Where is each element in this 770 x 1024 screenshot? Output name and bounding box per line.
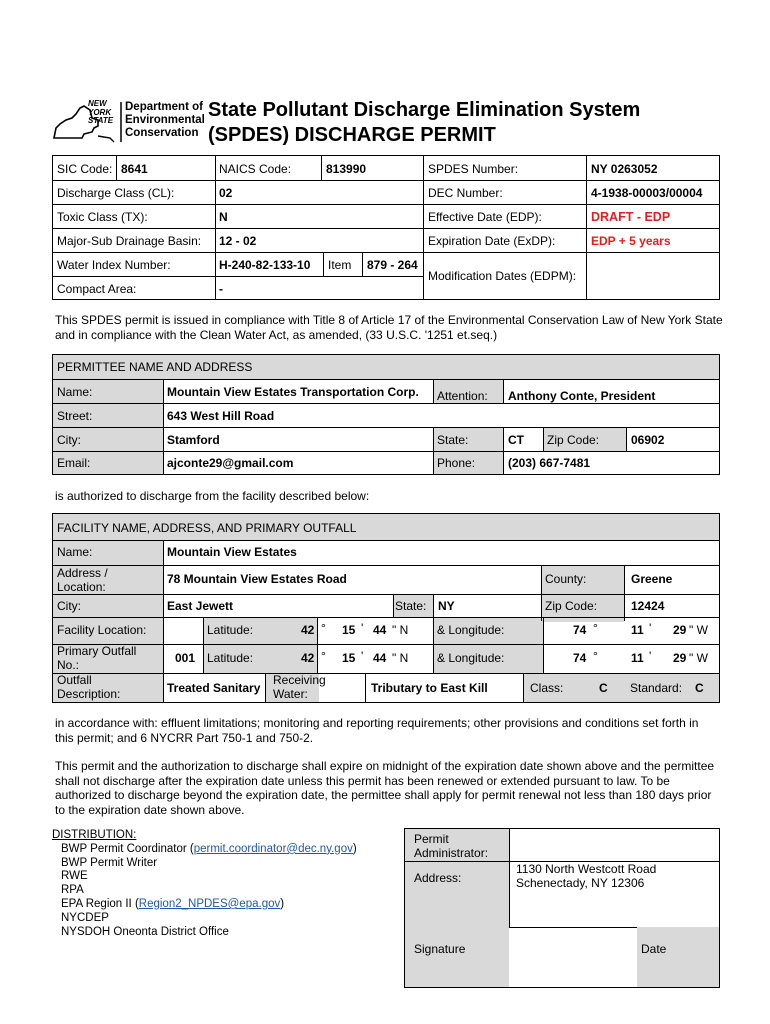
permit-info-table	[52, 155, 720, 300]
permittee-zip-value: 06902	[631, 433, 665, 447]
toxic-class-value: N	[219, 210, 228, 224]
accordance-paragraph: in accordance with: effluent limitations; monitoring and reporting requirements; other provisions and conditions set forth in this permit; and 6 NYCRR Part 750-1 and 750-2.	[55, 716, 699, 745]
discharge-class-label: Discharge Class (CL):	[57, 186, 175, 200]
facility-county-label: County:	[545, 572, 587, 586]
logo-department-text: Department of Environmental Conservation	[125, 101, 205, 139]
list-item: RWE	[61, 870, 88, 883]
list-item: RPA	[61, 884, 84, 897]
permittee-name-label: Name:	[57, 385, 93, 399]
degree-symbol: °	[321, 649, 326, 663]
toxic-class-label: Toxic Class (TX):	[57, 210, 148, 224]
administrator-address-label: Address:	[414, 871, 462, 885]
primary-outfall-label: Primary Outfall No.:	[57, 644, 137, 672]
permittee-phone-value: (203) 667-7481	[508, 456, 591, 470]
outfall-description-label: Outfall Description:	[57, 673, 121, 701]
facility-table	[52, 513, 720, 703]
drainage-basin-label: Major-Sub Drainage Basin:	[57, 234, 202, 248]
facility-name-label: Name:	[57, 545, 93, 559]
expiration-date-value: EDP + 5 years	[591, 234, 671, 248]
attention-label: Attention:	[437, 389, 488, 403]
permittee-zip-label: Zip Code:	[547, 433, 600, 447]
title-line-2: (SPDES) DISCHARGE PERMIT	[208, 124, 496, 146]
item-label: Item	[328, 258, 352, 272]
page-title	[208, 98, 640, 148]
authorized-text: is authorized to discharge from the facility described below:	[55, 489, 370, 503]
list-item: NYSDOH Oneonta District Office	[61, 925, 229, 938]
naics-value: 813990	[326, 162, 367, 176]
degree-symbol: °	[593, 649, 598, 663]
primary-outfall-number: 001	[175, 651, 196, 665]
west-symbol: " W	[689, 651, 708, 665]
dec-logo	[52, 98, 205, 146]
permittee-city-label: City:	[57, 433, 81, 447]
modification-dates-label: Modification Dates (EDPM):	[428, 269, 577, 283]
dec-number-value: 4-1938-00003/00004	[591, 186, 703, 200]
dec-number-label: DEC Number:	[428, 186, 503, 200]
facility-heading: FACILITY NAME, ADDRESS, AND PRIMARY OUTFALL	[57, 521, 357, 535]
outfall-latitude-degrees: 42	[301, 651, 315, 665]
permittee-heading: PERMITTEE NAME AND ADDRESS	[57, 360, 253, 374]
naics-label: NAICS Code:	[219, 162, 292, 176]
outfall-longitude-seconds: 29	[673, 651, 687, 665]
facility-name-value: Mountain View Estates	[167, 545, 297, 559]
degree-symbol: °	[321, 621, 326, 635]
outfall-description-value: Treated Sanitary	[167, 681, 261, 695]
outfall-longitude-minutes: 11	[631, 651, 644, 665]
standard-value: C	[695, 681, 704, 695]
title-line-1: State Pollutant Discharge Elimination System	[208, 99, 641, 121]
permittee-table	[52, 354, 720, 475]
minute-symbol: '	[649, 621, 652, 635]
degree-symbol: °	[593, 621, 598, 635]
longitude-degrees: 74	[573, 623, 587, 637]
list-item: BWP Permit Writer	[61, 856, 158, 869]
longitude-seconds: 29	[673, 623, 687, 637]
epa-region-email-link[interactable]: Region2_NPDES@epa.gov	[138, 897, 281, 910]
permittee-state-label: State:	[437, 433, 469, 447]
outfall-latitude-label: Latitude:	[207, 651, 254, 665]
west-symbol: " W	[689, 623, 708, 637]
spdes-value: NY 0263052	[591, 162, 658, 176]
permittee-email-label: Email:	[57, 456, 91, 470]
latitude-label: Latitude:	[207, 623, 254, 637]
distribution-list	[52, 829, 357, 939]
latitude-minutes: 15	[342, 623, 356, 637]
facility-state-value: NY	[438, 599, 455, 613]
receiving-water-value: Tributary to East Kill	[371, 681, 488, 695]
facility-state-label: State:	[395, 599, 427, 613]
effective-date-value: DRAFT - EDP	[591, 210, 671, 224]
sic-label: SIC Code:	[57, 162, 113, 176]
outfall-longitude-degrees: 74	[573, 651, 587, 665]
expiration-date-label: Expiration Date (ExDP):	[428, 234, 556, 248]
compact-area-value: -	[219, 282, 223, 296]
longitude-label: & Longitude:	[437, 623, 505, 637]
permit-administrator-box	[404, 828, 720, 988]
distribution-heading: DISTRIBUTION:	[52, 829, 137, 841]
north-symbol: " N	[392, 623, 409, 637]
permittee-email-value: ajconte29@gmail.com	[167, 456, 294, 470]
list-item: EPA Region II (Region2_NPDES@epa.gov)	[61, 897, 285, 910]
list-item: NYCDEP	[61, 911, 109, 924]
administrator-address-value: 1130 North Westcott Road Schenectady, NY 12306	[516, 862, 657, 890]
facility-city-value: East Jewett	[167, 599, 234, 613]
water-index-label: Water Index Number:	[57, 258, 171, 272]
facility-city-label: City:	[57, 599, 81, 613]
facility-location-label: Facility Location:	[57, 623, 147, 637]
item-value: 879 - 264	[367, 258, 418, 272]
permit-coordinator-email-link[interactable]: permit.coordinator@dec.ny.gov	[193, 842, 353, 855]
outfall-latitude-seconds: 44	[373, 651, 387, 665]
facility-zip-label: Zip Code:	[545, 599, 598, 613]
north-symbol: " N	[392, 651, 409, 665]
compact-area-label: Compact Area:	[57, 282, 137, 296]
effective-date-label: Effective Date (EDP):	[428, 210, 542, 224]
facility-county-value: Greene	[631, 572, 673, 586]
minute-symbol: '	[361, 621, 364, 635]
class-value: C	[599, 681, 608, 695]
permittee-state-value: CT	[508, 433, 524, 447]
intro-paragraph: This SPDES permit is issued in compliance with Title 8 of Article 17 of the Environmental Conservation Law of New York State and in compliance with the Clean Water Act, as amended, (33 U.S.C. '1251 et.seq.)	[55, 313, 723, 342]
outfall-longitude-label: & Longitude:	[437, 651, 505, 665]
standard-label: Standard:	[630, 681, 683, 695]
outfall-latitude-minutes: 15	[342, 651, 356, 665]
permittee-phone-label: Phone:	[437, 456, 476, 470]
sic-value: 8641	[121, 162, 148, 176]
latitude-seconds: 44	[373, 623, 387, 637]
water-index-value: H-240-82-133-10	[219, 258, 311, 272]
facility-address-label: Address / Location:	[57, 566, 108, 594]
discharge-class-value: 02	[219, 186, 233, 200]
class-label: Class:	[530, 681, 564, 695]
permittee-street-label: Street:	[57, 409, 93, 423]
permittee-city-value: Stamford	[167, 433, 220, 447]
drainage-basin-value: 12 - 02	[219, 234, 257, 248]
receiving-water-label: Receiving Water:	[273, 673, 326, 701]
date-label: Date	[641, 942, 667, 956]
signature-label: Signature	[414, 942, 466, 956]
facility-zip-value: 12424	[631, 599, 665, 613]
attention-value: Anthony Conte, President	[508, 389, 656, 403]
list-item: BWP Permit Coordinator (permit.coordinator@dec.ny.gov)	[61, 842, 357, 855]
facility-address-value: 78 Mountain View Estates Road	[167, 572, 347, 586]
latitude-degrees: 42	[301, 623, 315, 637]
expiration-paragraph: This permit and the authorization to discharge shall expire on midnight of the expiration date shown above and the permittee shall not discharge after the expiration date unless this permit has been renewed or extended pursuant to law. To be authorized to discharge beyond the expiration date, the permittee shall apply for permit renewal not less than 180 days prior to the expiration date shown above.	[55, 759, 715, 817]
spdes-label: SPDES Number:	[428, 162, 519, 176]
permit-administrator-label: Permit Administrator:	[414, 832, 489, 860]
permittee-name-value: Mountain View Estates Transportation Corp.	[167, 385, 419, 399]
minute-symbol: '	[649, 649, 652, 663]
longitude-minutes: 11	[631, 623, 644, 637]
minute-symbol: '	[361, 649, 364, 663]
permittee-street-value: 643 West Hill Road	[167, 409, 275, 423]
logo-state-text: NEW YORK STATE	[88, 99, 114, 125]
